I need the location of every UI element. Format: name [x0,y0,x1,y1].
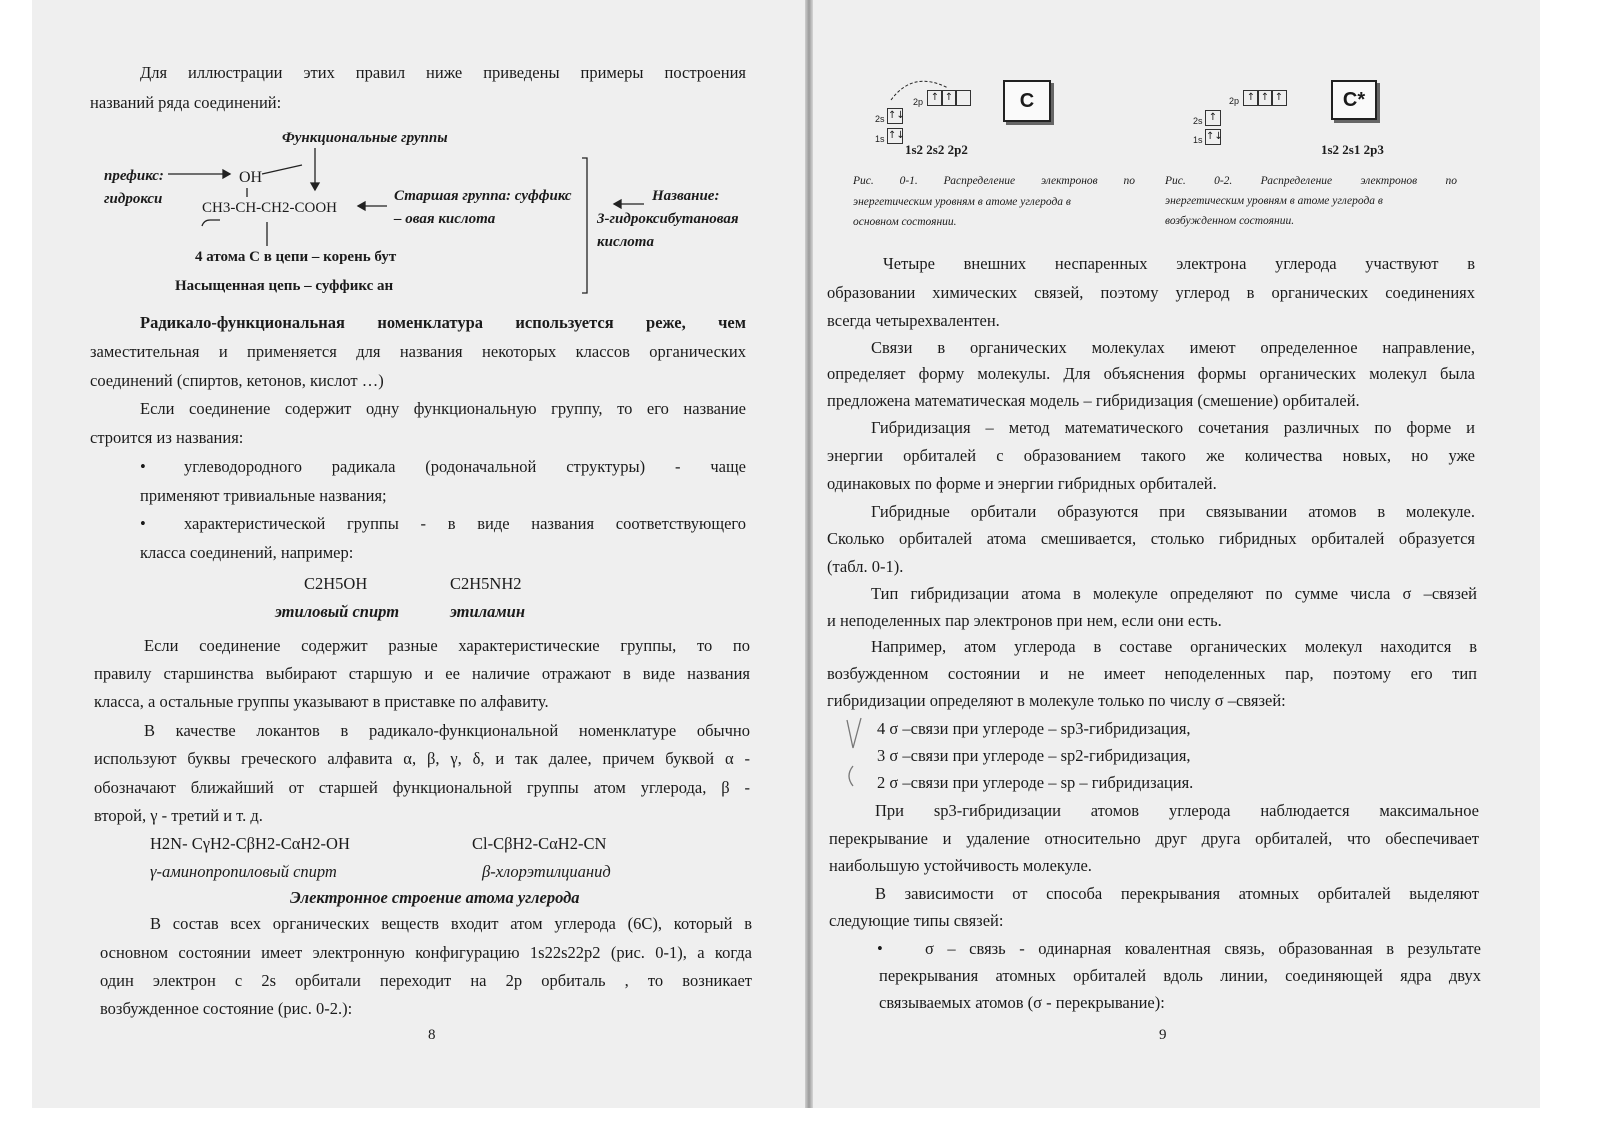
level-2p-label: 2p [913,97,924,107]
overlap-line-1: В зависимости от способа перекрывания атомных орбиталей выделяют [875,884,1479,903]
orbital-2s-excited: ↑ [1205,110,1221,126]
four-line-3: всегда четырехвалентен. [827,311,1000,330]
config-excited: 1s2 2s1 2p3 [1321,142,1384,157]
left-page [32,0,805,1108]
book-spine [805,0,813,1108]
hybrid-orb-line-2: Сколько орбиталей атома смешивается, столько гибридных орбиталей образуется [827,529,1475,548]
sigma-bullet-line-3: связываемых атомов (σ - перекрывание): [879,993,1165,1012]
example-formula-1: C2H5OH [304,574,368,593]
radical-para-line-1 [140,313,746,333]
level-2p-label-excited: 2p [1229,96,1240,106]
caption-1-line-1: Рис. 0-1. Распределение электронов по [853,175,1135,187]
caption-1-line-3: основном состоянии. [853,216,957,228]
handwritten-marks [841,716,871,796]
diff-line-2: правилу старшинства выбирают старшую и ее наличие отражают в виде названия [94,664,750,683]
example-line-2: возбужденном состоянии и не имеет неподеленных пар, поэтому его тип [827,664,1477,683]
chain-root-label: 4 атома С в цепи – корень бут [195,249,397,265]
name-value-2: кислота [597,234,654,250]
diff-line-1: Если соединение содержит разные характеристические группы, то по [144,636,750,655]
caption-2-line-1: Рис. 0-2. Распределение электронов по [1165,175,1457,187]
example-line-3: гибридизации определяют в молекуле только по числу σ –связей: [827,691,1286,710]
bullet-1-line-1: углеводородного радикала (родоначальной структуры) - чаще [184,457,746,476]
locant-formula-2: Cl-CβH2-CαH2-CN [472,834,607,853]
bonds-line-3: предложена математическая модель – гибридизация (смешение) орбиталей. [827,391,1360,410]
orbital-1s-excited: ↑↓ [1205,129,1221,145]
diff-line-3: класса, а остальные группы указывают в приставке по алфавиту. [94,692,549,711]
orbital-2p-1: ↑ [927,90,943,106]
level-1s-label: 1s [875,134,885,144]
prefix-label: префикс: [104,168,164,184]
bullet-2-line-2: класса соединений, например: [140,543,354,562]
locants-line-1: В качестве локантов в радикало-функциональной номенклатуре обычно [144,721,750,740]
carbon-excited-box: C* [1331,80,1377,120]
bullet-dot-2: • [140,514,146,533]
orbital-2p-1-excited: ↑ [1243,90,1259,106]
page-number-left: 8 [428,1027,436,1043]
intro-line-1: Для иллюстрации этих правил ниже приведены примеры построения [140,63,746,82]
orbital-2p-3-excited: ↑ [1271,90,1287,106]
sp3-line-3: наибольшую устойчивость молекуле. [829,856,1092,875]
caption-2-line-2: энергетическим уровням в атоме углерода в [1165,195,1383,207]
senior-group-suffix: – овая кислота [394,211,496,227]
bullet-1-line-2: применяют тривиальные названия; [140,486,387,505]
bullet-dot-1: • [140,457,146,476]
sigma-list-3: 2 σ –связи при углероде – sp – гибридизация. [877,773,1194,792]
main-formula: CH3-CH-CH2-COOH [202,200,337,216]
caption-2-line-3: возбужденном состоянии. [1165,215,1295,227]
locant-name-1: γ-аминопропиловый спирт [150,862,337,881]
one-group-line-1: Если соединение содержит одну функциональную группу, то его название [140,399,746,418]
one-group-line-2: строится из названия: [90,428,244,447]
sp3-line-2: перекрывание и удаление относительно друг друга орбиталей, что обеспечивает [829,829,1479,848]
locants-line-3: обозначают ближайший от старшей функциональной группы атом углерода, β - [94,778,750,797]
sigma-bullet-line-2: перекрывания атомных орбиталей вдоль линии, соединяющей ядра двух [879,966,1481,985]
config-ground: 1s2 2s2 2p2 [905,142,968,157]
functional-groups-label: Функциональные группы [282,130,448,146]
example-name-1: этиловый спирт [275,602,400,621]
overlap-line-2: следующие типы связей: [829,911,1004,930]
hybrid-line-1: Гибридизация – метод математического сочетания различных по форме и [871,418,1475,437]
orbital-2s: ↑↓ [887,108,903,124]
sigma-list-2: 3 σ –связи при углероде – sp2-гибридизация, [877,746,1191,765]
caption-1-line-2: энергетическим уровням в атоме углерода в [853,196,1071,208]
excitation-arrow [873,60,993,130]
hybrid-orb-line-3: (табл. 0-1). [827,557,904,576]
level-2s-label: 2s [875,114,885,124]
intro-line-2: названий ряда соединений: [90,93,282,112]
sp3-line-1: При sp3-гибридизации атомов углерода наблюдается максимальное [875,801,1479,820]
right-page [813,0,1540,1108]
bonds-line-2: определяет форму молекулы. Для объяснения формы органических молекул была [827,364,1475,383]
hybrid-line-3: одинаковых по форме и энергии гибридных орбиталей. [827,474,1217,493]
type-line-1: Тип гибридизации атома в молекуле определяют по сумме числа σ –связей [871,584,1477,603]
four-line-1: Четыре внешних неспаренных электрона углерода участвуют в [883,254,1475,273]
orbital-2p-2-excited: ↑ [1257,90,1273,106]
page-number-right: 9 [1159,1027,1167,1043]
prefix-value: гидрокси [104,191,163,207]
orbital-1s: ↑↓ [887,128,903,144]
locant-name-2: β-хлорэтилцианид [482,862,611,881]
example-line-1: Например, атом углерода в составе органических молекул находится в [871,637,1477,656]
hybrid-line-2: энергии орбиталей с образованием такого же количества новых, но уже [827,446,1475,465]
senior-group-label: Старшая группа: суффикс [394,188,572,204]
carbon-line-1: В состав всех органических веществ входит атом углерода (6C), который в [150,914,752,933]
sigma-bullet-line-1: σ – связь - одинарная ковалентная связь, образованная в результате [925,939,1481,958]
saturated-chain-label: Насыщенная цепь – суффикс ан [175,278,394,294]
carbon-box: C [1003,80,1051,122]
level-2s-label-excited: 2s [1193,116,1203,126]
example-name-2: этиламин [450,602,525,621]
locants-line-4: второй, γ - третий и т. д. [94,806,263,825]
sigma-list-1: 4 σ –связи при углероде – sp3-гибридизация, [877,719,1191,738]
level-1s-label-excited: 1s [1193,135,1203,145]
orbital-2p-2: ↑ [941,90,957,106]
scheme-arrows [32,0,805,320]
name-value-1: 3-гидроксибутановая [597,211,739,227]
four-line-2: образовании химических связей, поэтому углерод в органических соединениях [827,283,1475,302]
sigma-bullet-dot: • [877,939,883,958]
bullet-2-line-1: характеристической группы - в виде названия соответствующего [184,514,746,533]
hybrid-orb-line-1: Гибридные орбитали образуются при связывании атомов в молекуле. [871,502,1475,521]
carbon-line-3: один электрон с 2s орбитали переходит на 2p орбиталь , то возникает [100,971,752,990]
carbon-line-4: возбужденное состояние (рис. 0-2.): [100,999,353,1018]
radical-para-line-2: заместительная и применяется для названия некоторых классов органических [90,342,746,361]
locant-formula-1: H2N- CγH2-CβH2-CαH2-OH [150,834,350,853]
bonds-line-1: Связи в органических молекулах имеют определенное направление, [871,338,1475,357]
example-formula-2: C2H5NH2 [450,574,522,593]
carbon-line-2: основном состоянии имеет электронную конфигурацию 1s22s22p2 (рис. 0-1), а когда [100,943,752,962]
type-line-2: и неподеленных пар электронов при нем, если они есть. [827,611,1222,630]
radical-para-line-3: соединений (спиртов, кетонов, кислот …) [90,371,384,390]
radical-term: Радикало-функциональная номенклатура используется реже, чем [140,313,746,332]
locants-line-2: используют буквы греческого алфавита α, β, γ, δ, и так далее, причем буквой α - [94,749,750,768]
name-label: Название: [652,188,720,204]
section-heading: Электронное строение атома углерода [290,888,580,907]
oh-group: OH [239,169,263,186]
